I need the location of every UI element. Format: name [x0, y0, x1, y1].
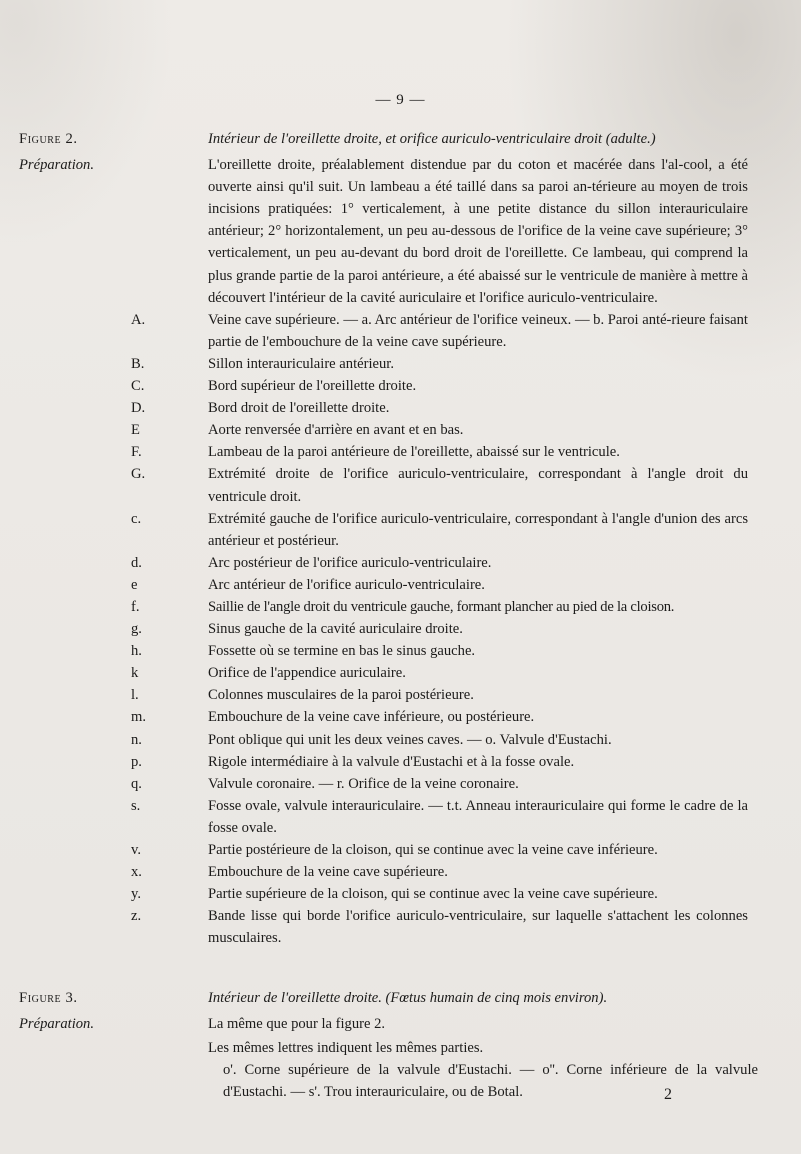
legend-item-text: Colonnes musculaires de la paroi postérieure.: [208, 687, 474, 704]
legend-item: [0, 773, 801, 795]
figure-3-label: Figure 3.: [19, 990, 78, 1006]
figure-2-preparation-text: L'oreillette droite, préalablement distendue par du coton et macérée dans l'al-cool, a été ouverte ainsi qu'il suit. Un lambeau a été taillé dans sa paroi an-térieure au moyen de trois incisions pratiquées: 1° verticalement, à une petite distance du sillon interauriculaire antérieur; 2° horizontalement, un peu au-dessous de l'orifice de la veine cave supérieure; 3° verticalement, un peu au-devant du bord droit de l'oreillette. Ce lambeau, qui comprend la plus grande partie de la paroi antérieure, a été abaissé sur le ventricule de manière à mettre à découvert l'intérieur de la cavité auriculaire et l'orifice auriculo-ventriculaire.: [208, 157, 748, 306]
legend-item-letter: C.: [131, 378, 145, 395]
figure-3-preparation-label: Préparation.: [19, 1016, 94, 1033]
legend-item-text: Bande lisse qui borde l'orifice auriculo-ventriculaire, sur laquelle s'attachent les colonnes musculaires.: [208, 908, 748, 947]
legend-item: [0, 441, 801, 463]
figure-3-preparation-text: La même que pour la figure 2.: [208, 1016, 386, 1033]
legend-item-letter: E: [131, 422, 140, 439]
legend-item-letter: n.: [131, 731, 142, 748]
page-number: — 9 —: [375, 92, 426, 108]
figure-2-label: Figure 2.: [19, 131, 78, 147]
legend-item-text: Valvule coronaire. — r. Orifice de la veine coronaire.: [208, 775, 519, 792]
legend-item: [0, 751, 801, 773]
legend-item-text: Arc antérieur de l'orifice auriculo-ventriculaire.: [208, 576, 485, 593]
legend-item: [0, 861, 801, 883]
figure-2-section: [0, 128, 801, 949]
legend-item: [0, 397, 801, 419]
legend-item-letter: B.: [131, 355, 145, 372]
legend-item-text: Partie supérieure de la cloison, qui se continue avec la veine cave supérieure.: [208, 886, 658, 903]
legend-item-letter: s.: [131, 797, 141, 814]
legend-item-text: Embouchure de la veine cave supérieure.: [208, 864, 448, 881]
legend-item-text: Extrémité gauche de l'orifice auriculo-ventriculaire, correspondant à l'angle d'union des arcs antérieur et postérieur.: [208, 510, 748, 549]
figure-3-note-line: Les mêmes lettres indiquent les mêmes parties.: [208, 1040, 484, 1057]
legend-item: [0, 463, 801, 507]
legend-item-letter: q.: [131, 775, 142, 792]
figure-2-preparation: [0, 154, 801, 309]
legend-item: [0, 574, 801, 596]
legend-item-letter: G.: [131, 466, 146, 483]
legend-item-text: Saillie de l'angle droit du ventricule gauche, formant plancher au pied de la cloison.: [208, 598, 675, 615]
legend-item-letter: d.: [131, 554, 142, 571]
legend-item-text: Orifice de l'appendice auriculaire.: [208, 665, 406, 682]
legend-item-text: Fossette où se termine en bas le sinus gauche.: [208, 643, 476, 660]
legend-item: [0, 353, 801, 375]
legend-item-letter: v.: [131, 842, 141, 858]
legend-item: [0, 706, 801, 728]
figure-3-title: Intérieur de l'oreillette droite. (Fœtus humain de cinq mois environ).: [208, 990, 608, 1006]
legend-item: [0, 905, 801, 949]
legend-item-letter: l.: [131, 687, 139, 704]
figure-3-preparation: [0, 1013, 801, 1035]
legend-item: [0, 375, 801, 397]
legend-item-text: Fosse ovale, valvule interauriculaire. — t.t. Anneau interauriculaire qui forme le cadre de la fosse ovale.: [208, 797, 748, 836]
legend-item-text: Bord supérieur de l'oreillette droite.: [208, 378, 417, 395]
legend-item-text: Embouchure de la veine cave inférieure, ou postérieure.: [208, 709, 535, 726]
legend-item: [0, 309, 801, 353]
legend-item-letter: p.: [131, 753, 142, 770]
legend-item: [0, 640, 801, 662]
legend-item-text: Aorte renversée d'arrière en avant et en bas.: [208, 422, 464, 439]
figure-2-legend-list: [0, 309, 801, 950]
legend-item-letter: g.: [131, 621, 142, 638]
legend-item-letter: D.: [131, 400, 146, 417]
legend-item-text: Sillon interauriculaire antérieur.: [208, 355, 394, 372]
legend-item-text: Rigole intermédiaire à la valvule d'Eustachi et à la fosse ovale.: [208, 753, 575, 770]
legend-item: [0, 883, 801, 905]
legend-item: [0, 662, 801, 684]
legend-item: [0, 419, 801, 441]
legend-item: [0, 729, 801, 751]
legend-item-letter: f.: [131, 598, 140, 615]
legend-item: [0, 508, 801, 552]
figure-2-title: Intérieur de l'oreillette droite, et orifice auriculo-ventriculaire droit (adulte.): [208, 131, 656, 147]
legend-item-text: Lambeau de la paroi antérieure de l'oreillette, abaissé sur le ventricule.: [208, 444, 620, 461]
legend-item: [0, 552, 801, 574]
legend-item: [0, 684, 801, 706]
figure-2-preparation-label: Préparation.: [19, 157, 94, 174]
legend-item-letter: y.: [131, 886, 141, 903]
legend-item-text: Extrémité droite de l'orifice auriculo-ventriculaire, correspondant à l'angle droit du ventricule droit.: [208, 466, 748, 505]
legend-item-letter: k: [131, 665, 139, 682]
legend-item-text: Bord droit de l'oreillette droite.: [208, 400, 390, 417]
legend-item-letter: h.: [131, 643, 142, 660]
legend-item-letter: m.: [131, 709, 146, 726]
legend-item-letter: z.: [131, 908, 142, 925]
legend-item-text: Pont oblique qui unit les deux veines caves. — o. Valvule d'Eustachi.: [208, 731, 612, 748]
signature-mark: 2: [664, 1086, 672, 1103]
legend-item: [0, 618, 801, 640]
legend-item-text: Arc postérieur de l'orifice auriculo-ventriculaire.: [208, 554, 492, 571]
legend-item-letter: c.: [131, 510, 142, 527]
legend-item-text: Veine cave supérieure. — a. Arc antérieur de l'orifice veineux. — b. Paroi anté-rieure faisant partie de l'embouchure de la veine cave supérieure.: [208, 311, 748, 350]
legend-item: [0, 839, 801, 861]
figure-3-note-line: o'. Corne supérieure de la valvule d'Eustachi. — o''. Corne inférieure de la valvule d'Eustachi. — s'. Trou interauriculaire, ou de Botal.: [223, 1062, 758, 1101]
figure-3-heading: [0, 987, 801, 1009]
legend-item-letter: e: [131, 576, 138, 593]
legend-item: [0, 795, 801, 839]
legend-item-text: Partie postérieure de la cloison, qui se continue avec la veine cave inférieure.: [208, 842, 658, 858]
legend-item-text: Sinus gauche de la cavité auriculaire droite.: [208, 621, 463, 638]
figure-2-heading: [0, 128, 801, 150]
figure-3-section: [0, 987, 801, 1103]
legend-item-letter: A.: [131, 311, 146, 328]
legend-item-letter: F.: [131, 444, 142, 461]
legend-item-letter: x.: [131, 864, 142, 881]
legend-item: [0, 596, 801, 618]
